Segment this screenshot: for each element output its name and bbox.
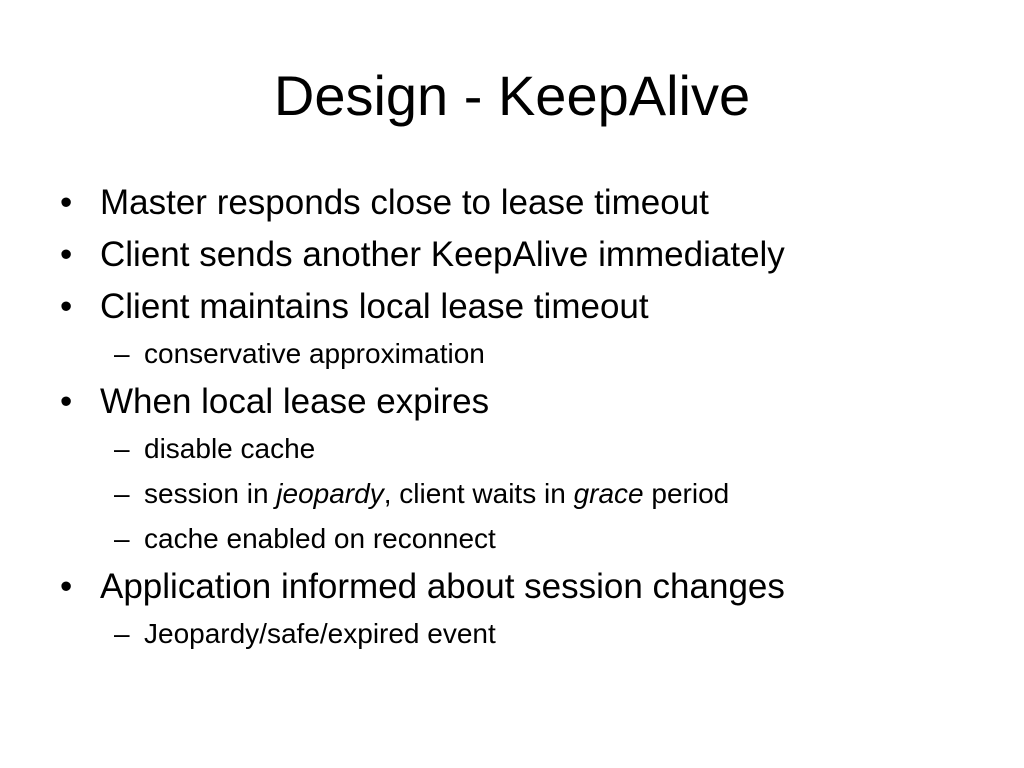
- bullet-item: [60, 183, 1000, 223]
- bullet-list: [60, 183, 1000, 662]
- bullet-item: [60, 382, 1000, 422]
- bullet-text: Master responds close to lease timeout: [100, 183, 709, 222]
- bullet-icon: •: [60, 287, 73, 326]
- sub-bullet-item: [60, 337, 1000, 371]
- sub-bullet-item: [60, 477, 1000, 511]
- slide-title: Design - KeepAlive: [273, 64, 751, 127]
- italic-term-jeopardy: jeopardy: [276, 478, 384, 509]
- bullet-item: [60, 235, 1000, 275]
- sub-bullet-text: Jeopardy/safe/expired event: [144, 618, 496, 649]
- bullet-icon: •: [60, 235, 73, 274]
- sub-bullet-item: [60, 432, 1000, 466]
- sub-bullet-text: conservative approximation: [144, 338, 485, 369]
- text-segment: , client waits in: [383, 478, 574, 509]
- sub-bullet-list: [60, 337, 1000, 371]
- italic-term-grace: grace: [573, 478, 644, 509]
- sub-bullet-text: disable cache: [144, 433, 316, 464]
- bullet-text: Client maintains local lease timeout: [100, 287, 649, 326]
- sub-bullet-list: [60, 617, 1000, 651]
- dash-icon: –: [114, 618, 130, 649]
- bullet-icon: •: [60, 567, 73, 606]
- bullet-text: Client sends another KeepAlive immediately: [100, 235, 785, 274]
- dash-icon: –: [114, 523, 130, 554]
- bullet-icon: •: [60, 382, 73, 421]
- sub-bullet-item: [60, 522, 1000, 556]
- dash-icon: –: [114, 433, 130, 464]
- sub-bullet-item: [60, 617, 1000, 651]
- dash-icon: –: [114, 478, 130, 509]
- sub-bullet-text: cache enabled on reconnect: [144, 523, 496, 554]
- text-segment: session in: [144, 478, 277, 509]
- dash-icon: –: [114, 338, 130, 369]
- sub-bullet-list: [60, 432, 1000, 556]
- sub-bullet-text: [144, 478, 729, 509]
- bullet-icon: •: [60, 183, 73, 222]
- text-segment: period: [643, 478, 730, 509]
- bullet-item: [60, 287, 1000, 327]
- bullet-item: [60, 567, 1000, 607]
- bullet-text: Application informed about session changes: [100, 567, 785, 606]
- bullet-text: When local lease expires: [100, 382, 490, 421]
